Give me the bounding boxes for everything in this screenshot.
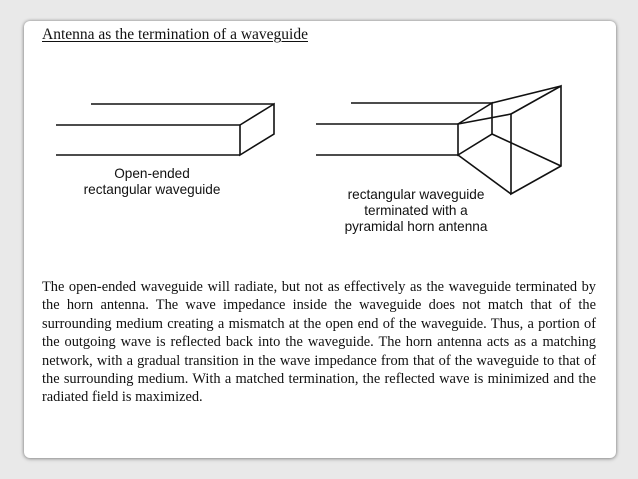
open-waveguide-caption-line2: rectangular waveguide xyxy=(83,182,221,197)
horn-antenna-caption-line1: rectangular waveguide xyxy=(347,187,485,202)
horn-antenna-drawing xyxy=(316,86,561,194)
horn-antenna-caption xyxy=(320,187,512,235)
slide-card xyxy=(24,21,616,458)
slide-title: Antenna as the termination of a waveguide xyxy=(42,26,308,43)
open-waveguide-drawing xyxy=(56,104,274,155)
open-waveguide-caption xyxy=(62,166,242,198)
horn-antenna-caption-line2: terminated with a xyxy=(364,203,468,218)
explanation-paragraph: The open-ended waveguide will radiate, but not as effectively as the waveguide terminated by the horn antenna. The wave impedance inside the waveguide does not match that of the surrounding medium creating a mismatch at the open end of the waveguide. Thus, a portion of the outgoing wave is reflected back into the waveguide. The horn antenna acts as a matching network, with a gradual transition in the wave impedance from that of the waveguide to that of the surrounding medium. With a matched termination, the reflected wave is minimized and the radiated field is maximized. xyxy=(42,279,596,406)
open-waveguide-caption-line1: Open-ended xyxy=(114,166,190,181)
horn-antenna-caption-line3: pyramidal horn antenna xyxy=(344,219,488,234)
